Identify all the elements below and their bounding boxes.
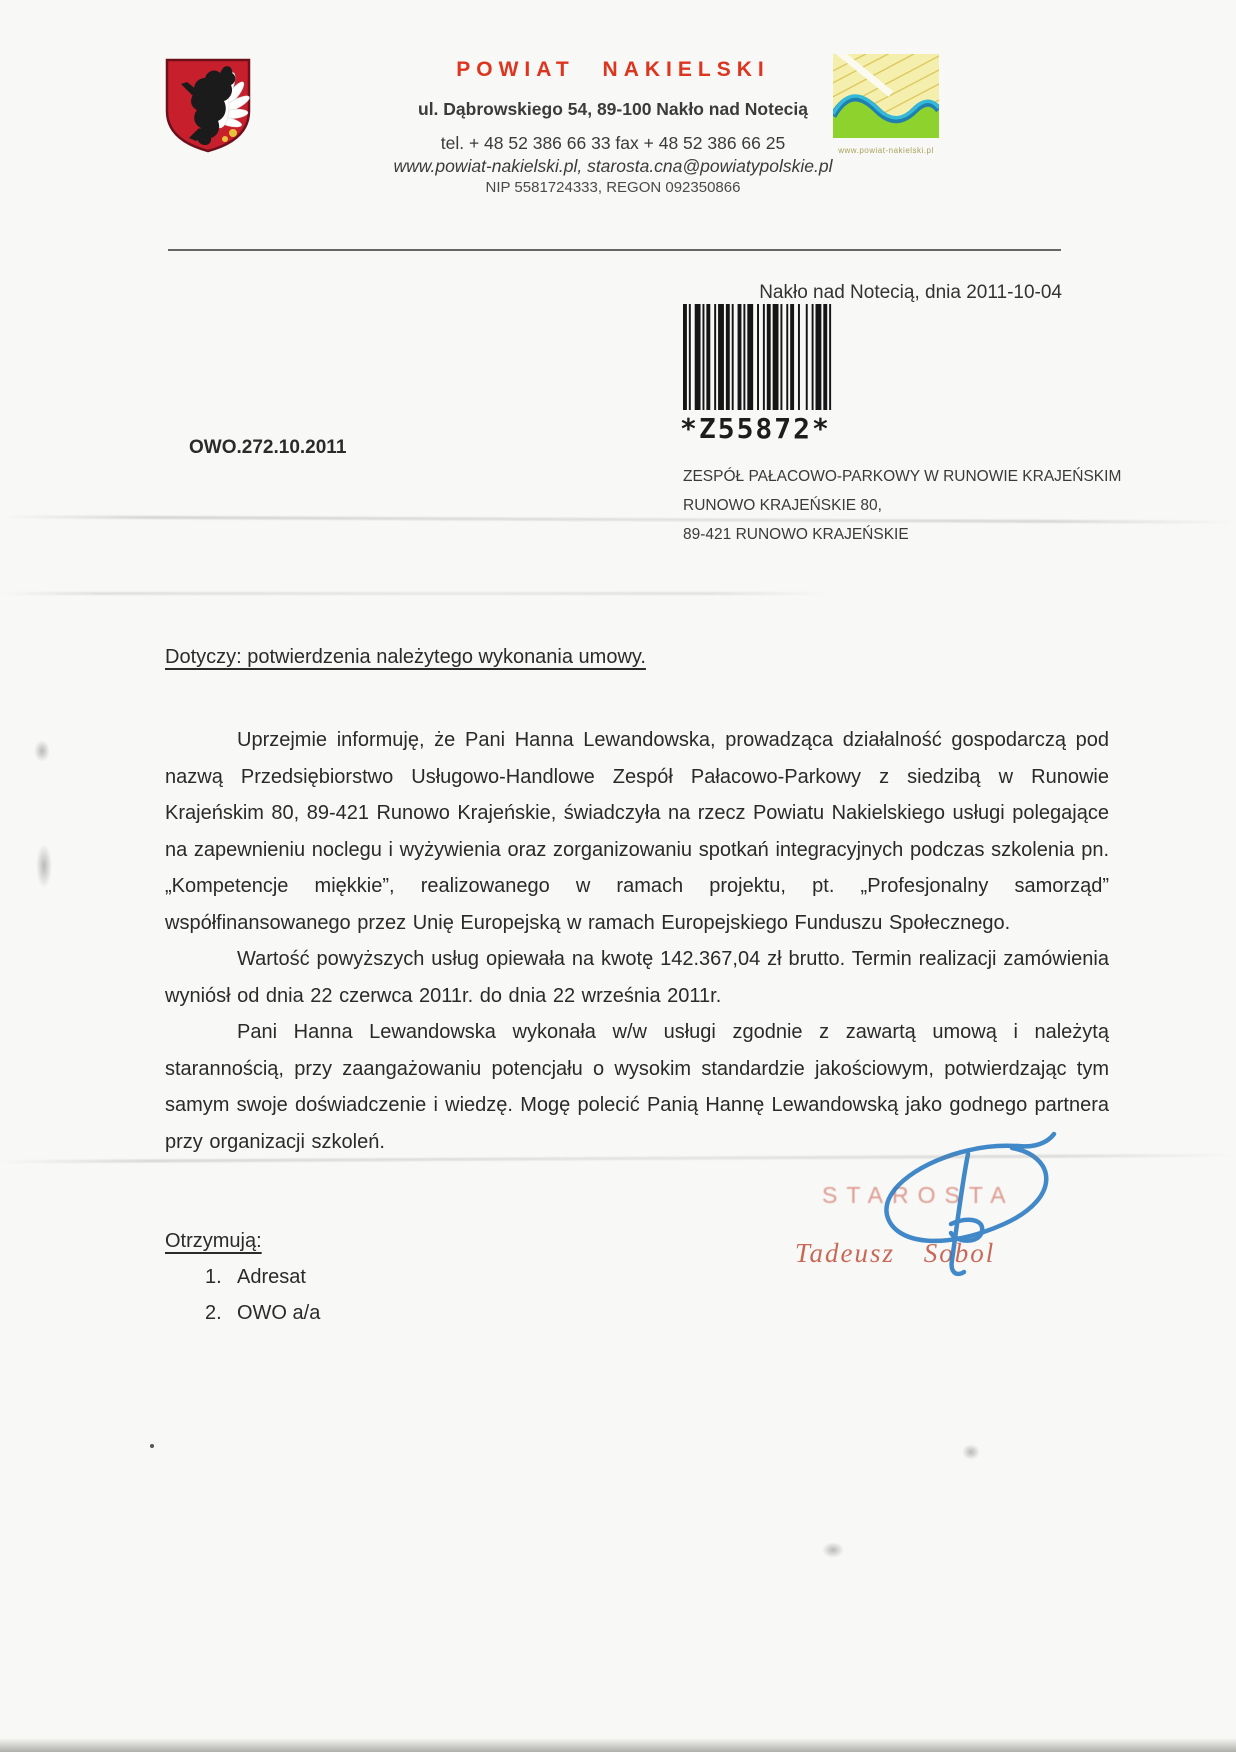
letterhead-web-email: www.powiat-nakielski.pl, starosta.cna@powiatypolskie.pl	[393, 156, 833, 176]
distribution-list	[165, 1230, 320, 1325]
reference-number: OWO.272.10.2011	[189, 437, 347, 458]
recipient-address-block	[683, 462, 1121, 549]
recipient-name: ZESPÓŁ PAŁACOWO-PARKOWY W RUNOWIE KRAJEŃSKIM	[683, 468, 1122, 485]
scan-smudge	[962, 1444, 980, 1460]
scan-smudge	[36, 844, 52, 888]
recipient-city: 89-421 RUNOWO KRAJEŃSKIE	[683, 526, 909, 543]
county-coat-of-arms-icon	[163, 56, 253, 154]
letterhead-address: ul. Dąbrowskiego 54, 89-100 Nakło nad Notecią	[418, 99, 808, 119]
landscape-logo-icon	[833, 54, 939, 138]
signer-name-stamp: Tadeusz Sobol	[795, 1238, 996, 1268]
scan-smudge	[822, 1542, 844, 1558]
body-paragraph: Wartość powyższych usług opiewała na kwotę 142.367,04 zł brutto. Termin realizacji zamówienia wyniósł od dnia 22 czerwca 2011r. do dnia 22 września 2011r.	[165, 948, 1109, 1007]
scan-smudge	[34, 740, 50, 762]
county-title: POWIAT NAKIELSKI	[456, 58, 770, 81]
body-paragraph: Pani Hanna Lewandowska wykonała w/w usługi zgodnie z zawartą umową i należytą starannością, przy zaangażowaniu potencjału o wysokim standardzie jakościowym, potwierdzając tym samym swoje doświadczenie i wiedzę. Mogę polecić Panią Hannę Lewandowską jako godnego partnera przy organizacji szkoleń.	[165, 1021, 1109, 1153]
subject-line: Dotyczy: potwierdzenia należytego wykonania umowy.	[165, 646, 646, 668]
header-separator-line	[168, 249, 1061, 251]
gold-claw	[229, 129, 237, 137]
starosta-stamp-title: STAROSTA	[822, 1182, 1015, 1208]
barcode-label: *Z55872*	[680, 412, 831, 445]
stray-ink-dot	[150, 1444, 154, 1448]
letterhead-nip-regon: NIP 5581724333, REGON 092350866	[485, 179, 741, 196]
list-item-label: OWO a/a	[237, 1302, 321, 1324]
landscape-logo	[833, 54, 939, 155]
letter-body	[165, 722, 1109, 1160]
list-item-number: 2.	[205, 1302, 222, 1324]
place-and-date: Nakło nad Notecią, dnia 2011-10-04	[759, 282, 1062, 303]
list-item-label: Adresat	[237, 1266, 306, 1288]
body-paragraph: Uprzejmie informuję, że Pani Hanna Lewandowska, prowadząca działalność gospodarczą pod nazwą Przedsiębiorstwo Usługowo-Handlowe Zespół Pałacowo-Parkowy z siedzibą w Runowie Krajeńskim 80, 89-421 Runowo Krajeńskie, świadczyła na rzecz Powiatu Nakielskiego usługi polegające na zapewnieniu noclegu i wyżywienia oraz zorganizowaniu spotkań integracyjnych podczas szkolenia pn. „Kompetencje miękkie”, realizowanego w ramach projektu, pt. „Profesjonalny samorząd” współfinansowanego przez Unię Europejską w ramach Europejskiego Funduszu Społecznego.	[165, 729, 1109, 934]
list-item	[205, 1302, 320, 1325]
distribution-heading: Otrzymują:	[165, 1230, 262, 1252]
gold-claw	[222, 136, 228, 142]
recipient-street: RUNOWO KRAJEŃSKIE 80,	[683, 497, 882, 514]
list-item	[205, 1266, 320, 1289]
barcode-icon	[683, 304, 835, 410]
scan-edge-shadow	[0, 1738, 1236, 1752]
list-item-number: 1.	[205, 1266, 222, 1288]
handwritten-signature-icon	[840, 1122, 1070, 1302]
letterhead-phone-fax: tel. + 48 52 386 66 33 fax + 48 52 386 66 25	[440, 133, 786, 153]
logo-caption: www.powiat-nakielski.pl	[838, 146, 934, 155]
fold-crease	[0, 592, 830, 595]
